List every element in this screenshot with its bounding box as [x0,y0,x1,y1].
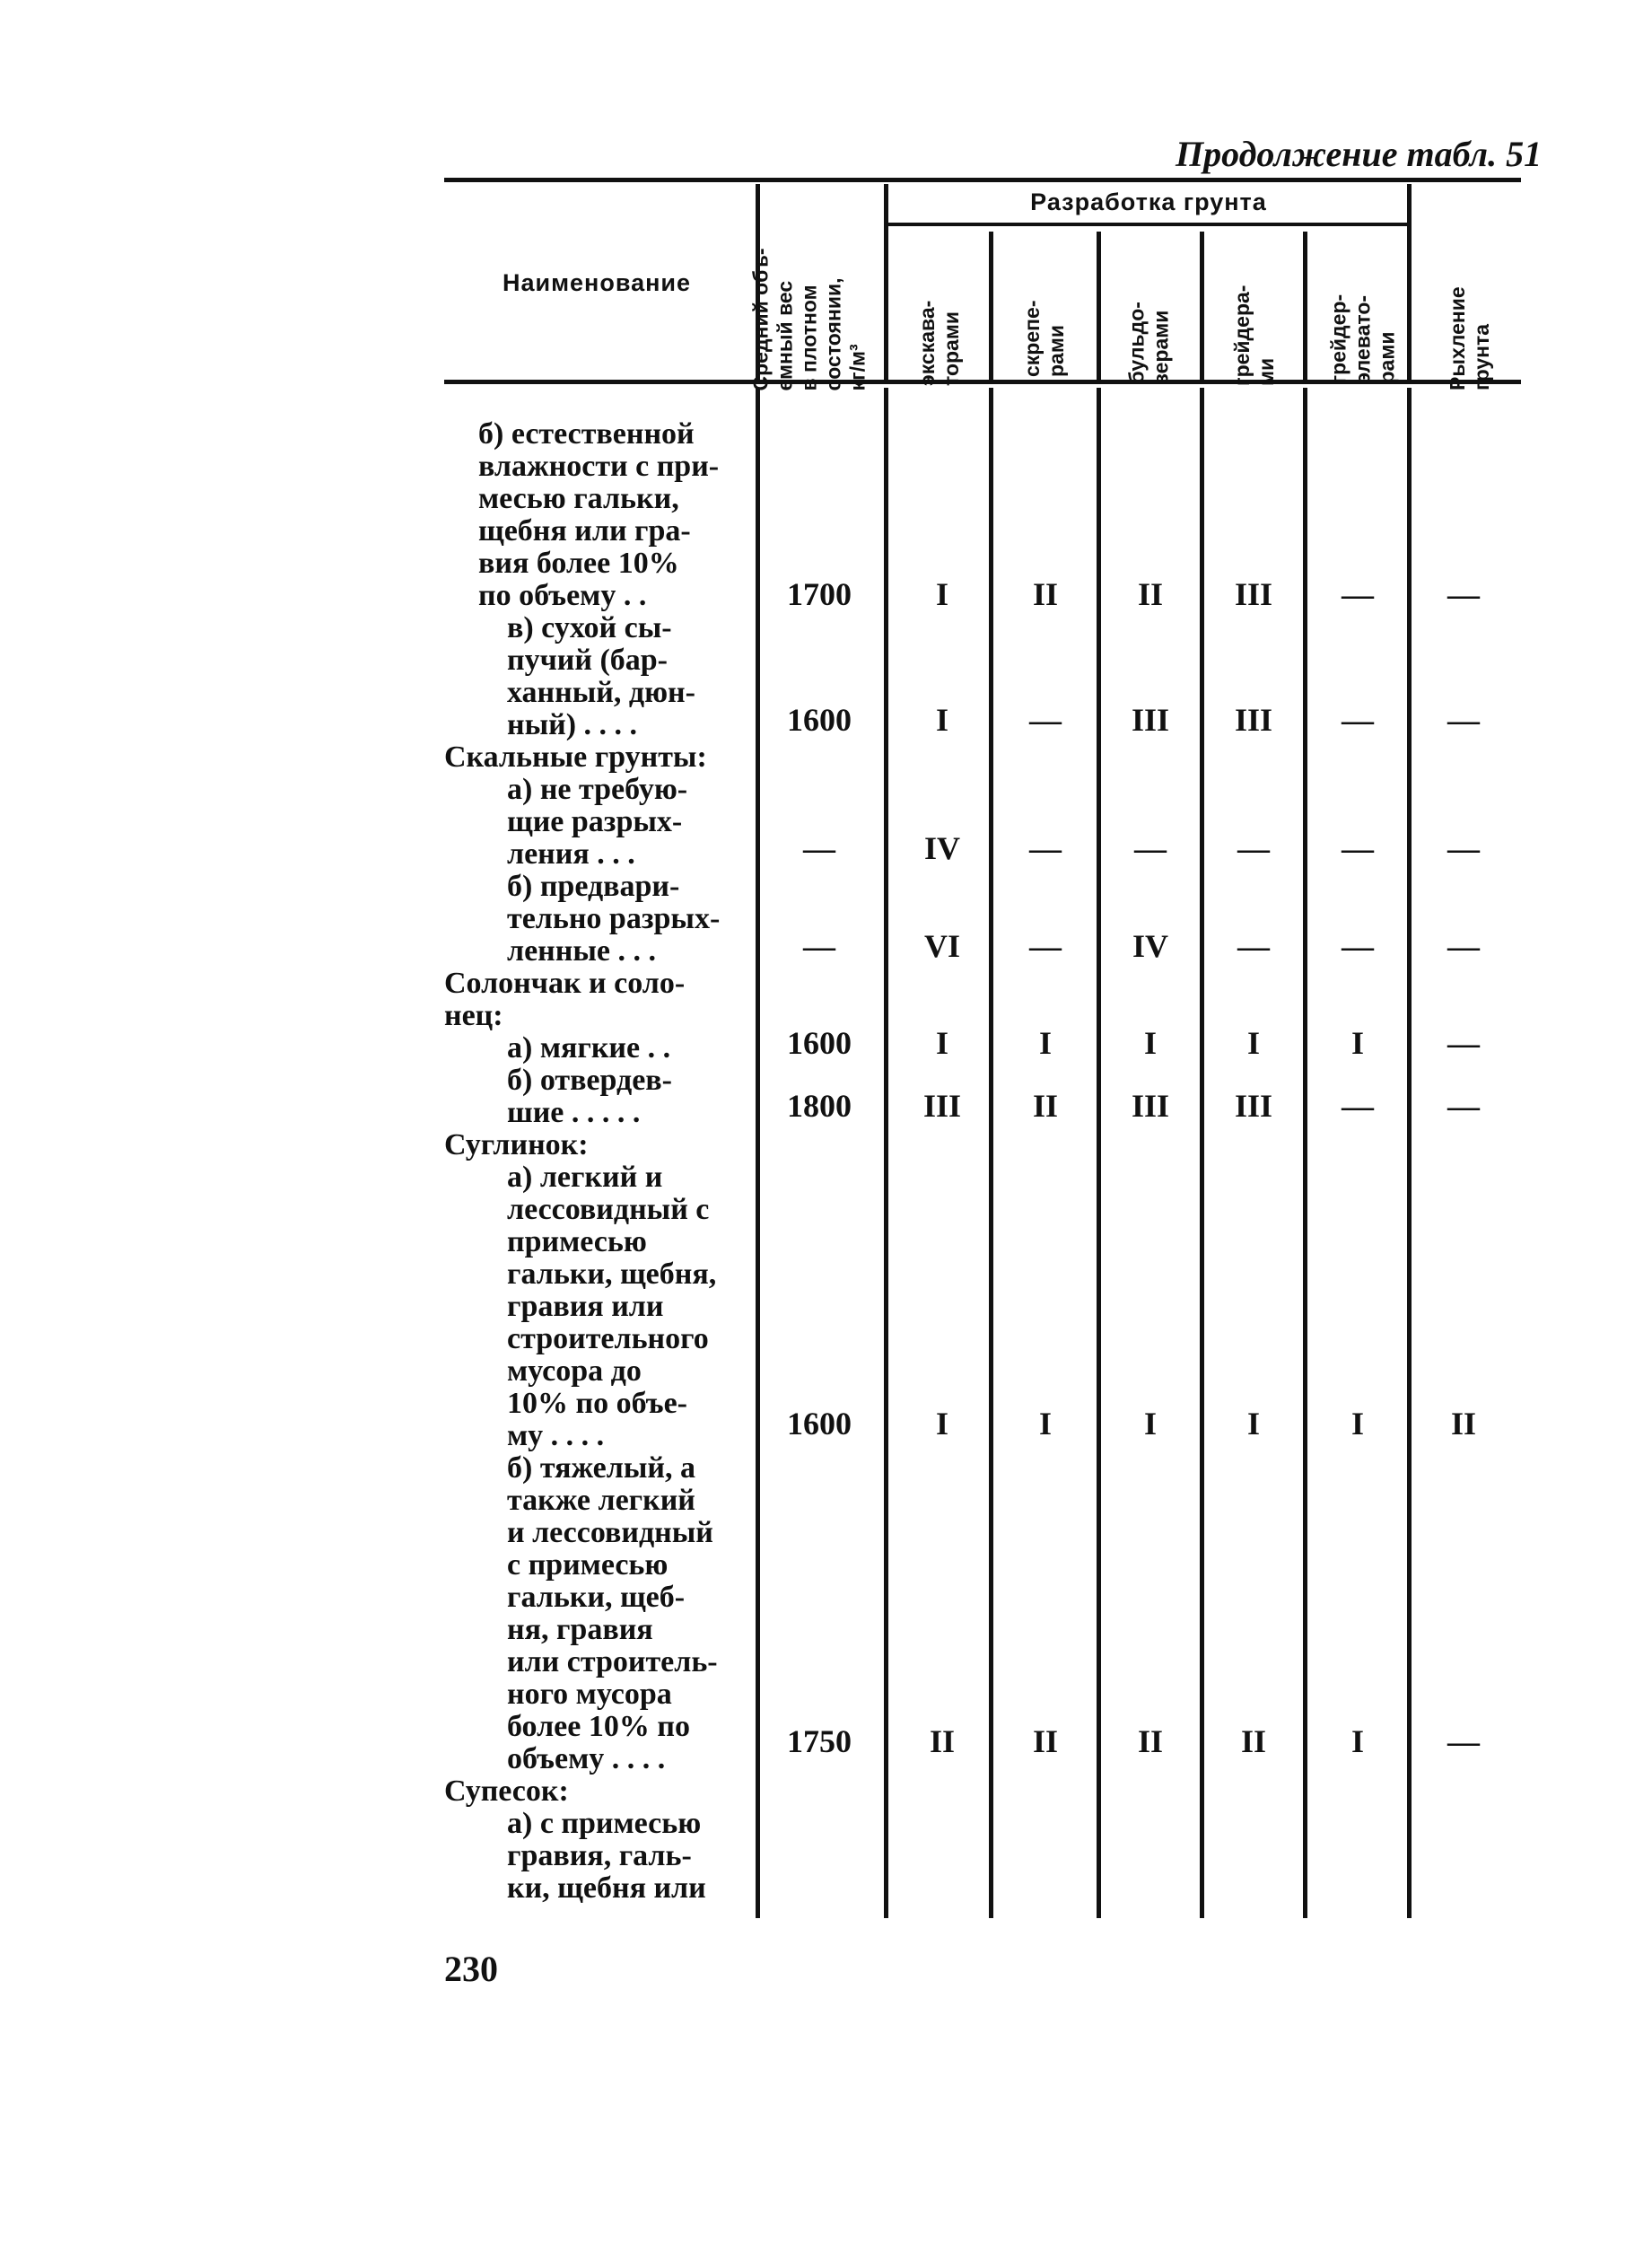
cell-weight: 1600 [787,1025,852,1061]
name-line: гравия или [507,1290,664,1323]
name-line: щие разрых- [507,805,683,838]
name-line: пучий (бар- [507,644,668,677]
name-line: тельно разрых- [507,902,721,935]
name-line: ления . . . [507,837,635,871]
cell-weight: 1600 [787,702,852,738]
cell-graders: II [1240,1723,1267,1759]
name-line: му . . . . [507,1419,605,1452]
header-loosening: Рыхление грунта [1446,286,1493,390]
cell-weight: 1750 [787,1723,852,1759]
cell-loosening: II [1450,1406,1477,1442]
group-header-rule [888,223,1407,226]
cell-excavators: IV [923,830,960,866]
name-line: б) предвари- [507,870,680,903]
cell-elevators: I [1350,1025,1364,1061]
cell-graders: — [1237,830,1270,866]
name-line: также легкий [507,1484,695,1517]
name-line: месью гальки, [478,482,679,515]
body-divider-excavators [989,388,993,1918]
name-line: б) отвердев- [507,1064,672,1097]
name-line: Супесок: [444,1775,569,1808]
cell-scrapers: I [1038,1406,1052,1442]
col-divider-excavators [989,232,993,380]
cell-loosening: — [1447,1025,1480,1061]
name-line: строительного [507,1322,709,1355]
cell-excavators: I [935,702,948,738]
cell-scrapers: — [1029,928,1062,964]
name-line: объему . . . . [507,1742,666,1775]
name-line: б) тяжелый, а [507,1451,695,1485]
cell-loosening: — [1447,830,1480,866]
cell-bulldozers: IV [1132,928,1168,964]
name-line: Солончак и соло- [444,967,686,1000]
name-line: нец: [444,999,503,1032]
cell-elevators: — [1342,830,1374,866]
name-line: шие . . . . . [507,1096,641,1129]
cell-graders: III [1234,1088,1273,1124]
name-line: гальки, щеб- [507,1581,686,1614]
name-line: а) с примесью [507,1807,702,1840]
cell-scrapers: — [1029,830,1062,866]
name-line: ного мусора [507,1678,672,1711]
cell-weight: 1700 [787,576,852,612]
cell-loosening: — [1447,702,1480,738]
name-line: ки, щебня или [507,1871,706,1905]
cell-scrapers: I [1038,1025,1052,1061]
cell-excavators: I [935,1406,948,1442]
cell-weight: — [803,830,835,866]
col-divider-scrapers [1097,232,1101,380]
header-weight: Средний объ- емный вес в плотном состоянии, кг/м³ [748,248,870,391]
cell-elevators: — [1342,702,1374,738]
cell-weight: — [803,928,835,964]
cell-scrapers: II [1032,1723,1059,1759]
header-elevators: грейдер- элевато- рами [1326,294,1399,384]
cell-elevators: — [1342,576,1374,612]
name-line: Скальные грунты: [444,741,707,774]
table-top-rule [444,178,1521,182]
cell-graders: III [1234,576,1273,612]
body-divider-graders [1303,388,1307,1918]
cell-bulldozers: II [1137,1723,1164,1759]
cell-weight: 1800 [787,1088,852,1124]
name-line: в) сухой сы- [507,611,672,644]
name-line: ленные . . . [507,934,656,968]
name-line: гравия, галь- [507,1839,692,1872]
name-line: ный) . . . . [507,708,638,741]
name-line: ня, гравия [507,1613,653,1646]
name-line: Суглинок: [444,1128,589,1161]
cell-excavators: I [935,576,948,612]
name-line: а) не требую- [507,773,688,806]
name-line: гальки, щебня, [507,1258,717,1291]
body-divider-elevators [1407,388,1412,1918]
cell-bulldozers: I [1143,1025,1157,1061]
name-line: лессовидный с [507,1193,710,1226]
name-line: б) естественной [478,417,695,451]
table-caption: Продолжение табл. 51 [1176,134,1543,174]
cell-graders: I [1246,1406,1260,1442]
name-line: или строитель- [507,1645,718,1678]
cell-weight: 1600 [787,1406,852,1442]
name-line: более 10% по [507,1710,690,1743]
cell-bulldozers: III [1131,1088,1170,1124]
cell-excavators: VI [923,928,960,964]
body-divider-name [756,388,760,1918]
name-line: с примесью [507,1548,669,1582]
cell-graders: I [1246,1025,1260,1061]
cell-loosening: — [1447,1723,1480,1759]
cell-bulldozers: I [1143,1406,1157,1442]
header-graders: грейдера- ми [1230,285,1278,386]
cell-scrapers: — [1029,702,1062,738]
cell-loosening: — [1447,576,1480,612]
page-number: 230 [444,1949,498,1989]
cell-bulldozers: III [1131,702,1170,738]
name-line: мусора до [507,1354,642,1388]
col-divider-graders [1303,232,1307,380]
cell-excavators: III [922,1088,962,1124]
name-line: а) легкий и [507,1161,663,1194]
cell-excavators: I [935,1025,948,1061]
name-line: вия более 10% [478,547,679,580]
header-bulldozers: бульдо- зерами [1124,302,1173,384]
cell-scrapers: II [1032,576,1059,612]
name-line: и лессовидный [507,1516,713,1549]
name-line: ханный, дюн- [507,676,695,709]
name-line: по объему . . [478,579,647,612]
name-line: 10% по объе- [507,1387,687,1420]
name-line: щебня или гра- [478,514,691,548]
cell-bulldozers: II [1137,576,1164,612]
cell-elevators: I [1350,1723,1364,1759]
cell-graders: III [1234,702,1273,738]
cell-scrapers: II [1032,1088,1059,1124]
header-name: Наименование [502,269,692,296]
cell-elevators: I [1350,1406,1364,1442]
body-divider-bulldozers [1200,388,1204,1918]
cell-graders: — [1237,928,1270,964]
cell-elevators: — [1342,928,1374,964]
body-divider-weight [884,388,888,1918]
cell-elevators: — [1342,1088,1374,1124]
header-excavators: экскава- торами [915,300,963,386]
cell-loosening: — [1447,1088,1480,1124]
header-soil-development: Разработка грунта [1030,188,1267,215]
col-divider-bulldozers [1200,232,1204,380]
body-divider-scrapers [1097,388,1101,1918]
cell-bulldozers: — [1134,830,1167,866]
header-scrapers: скрепе- рами [1020,300,1068,377]
name-line: влажности с при- [478,450,720,483]
name-line: а) мягкие . . [507,1031,671,1065]
cell-loosening: — [1447,928,1480,964]
cell-excavators: II [929,1723,956,1759]
name-line: примесью [507,1225,647,1258]
